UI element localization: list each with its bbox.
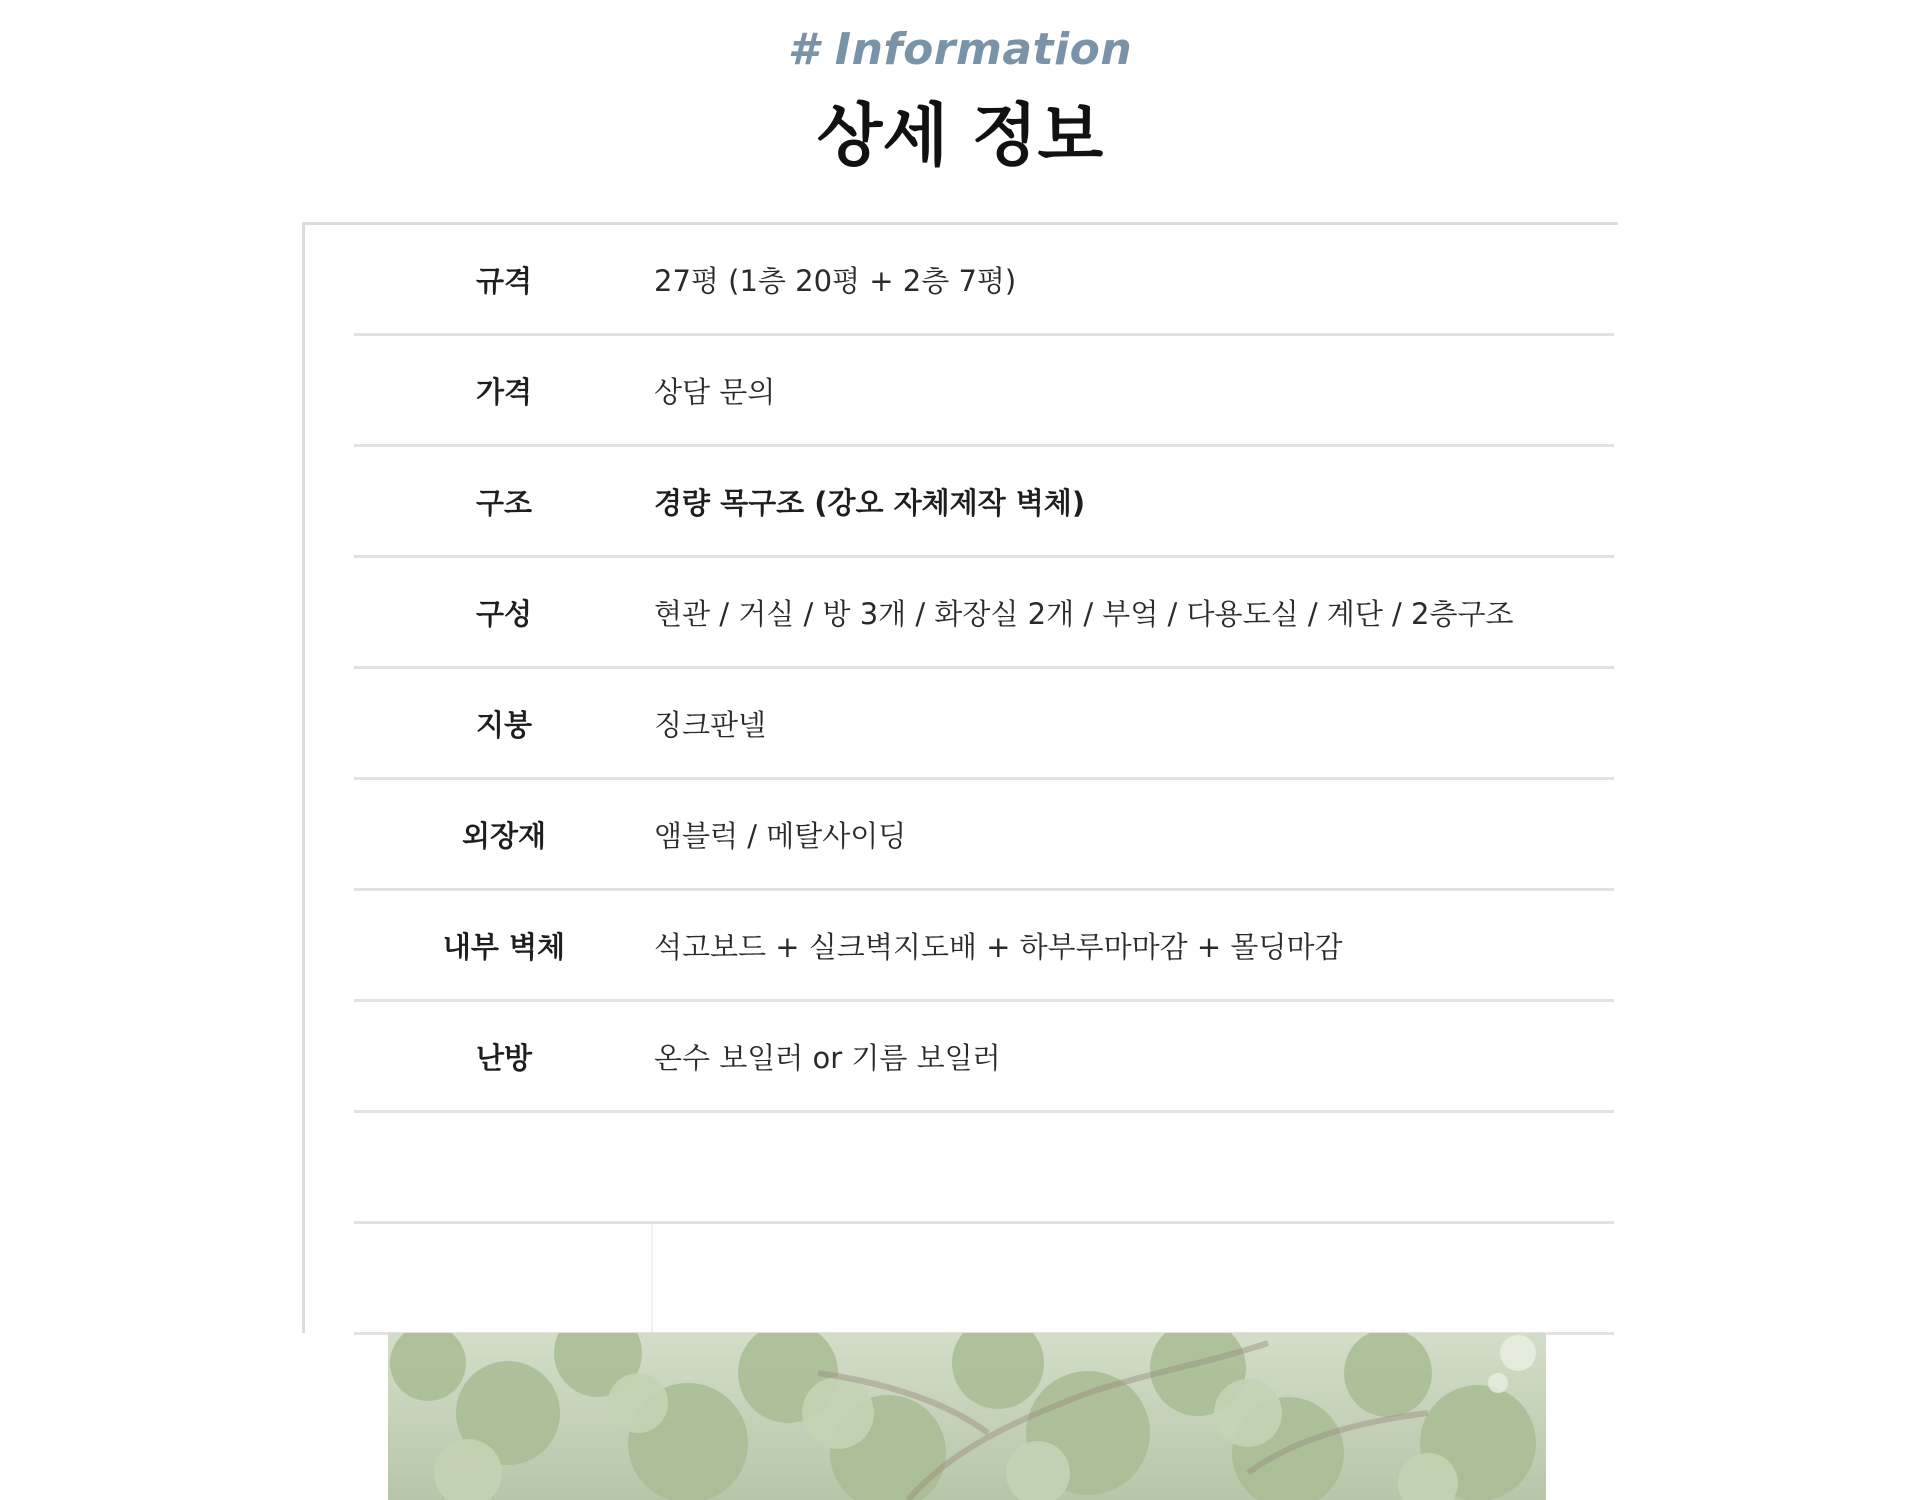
spec-row-layout <box>354 558 1614 669</box>
spec-label: 구조 <box>475 485 533 520</box>
spec-label: 난방 <box>475 1040 533 1075</box>
spec-row-heating <box>354 1002 1614 1113</box>
spec-value: 현관 / 거실 / 방 3개 / 화장실 2개 / 부엌 / 다용도실 / 계단 / 2층구조 <box>654 596 1514 631</box>
spec-value: 경량 목구조 (강오 자체제작 벽체) <box>654 485 1086 520</box>
spec-value: 징크판넬 <box>654 707 767 742</box>
spec-row-size <box>354 225 1614 336</box>
spec-row-empty <box>354 1224 1614 1335</box>
spec-label: 내부 벽체 <box>442 929 566 964</box>
spec-label-empty <box>354 1224 653 1332</box>
spec-value: 온수 보일러 or 기름 보일러 <box>654 1040 1001 1075</box>
spec-value: 앰블럭 / 메탈사이딩 <box>654 818 907 853</box>
spec-label: 가격 <box>475 374 533 409</box>
spec-row-interior-wall <box>354 891 1614 1002</box>
spec-value-empty <box>651 1113 1614 1221</box>
spec-row-roof <box>354 669 1614 780</box>
spec-row-empty <box>354 1113 1614 1224</box>
spec-label: 외장재 <box>461 818 547 853</box>
spec-row-structure <box>354 447 1614 558</box>
spec-row-price <box>354 336 1614 447</box>
spec-value: 상담 문의 <box>654 374 776 409</box>
spec-row-exterior <box>354 780 1614 891</box>
spec-value-empty <box>653 1224 1614 1332</box>
spec-table <box>354 225 1614 1335</box>
spec-value: 석고보드 + 실크벽지도배 + 하부루마마감 + 몰딩마감 <box>654 929 1343 964</box>
page-title: 상세 정보 <box>816 97 1104 176</box>
spec-label: 구성 <box>475 596 533 631</box>
table-frame-left <box>302 222 305 1333</box>
section-eyebrow: # Information <box>787 24 1133 75</box>
spec-value: 27평 (1층 20평 + 2층 7평) <box>654 263 1017 298</box>
spec-label: 지붕 <box>475 707 533 742</box>
spec-label: 규격 <box>475 263 533 298</box>
tree-foliage-image <box>388 1333 1546 1500</box>
spec-label-empty <box>354 1113 651 1221</box>
